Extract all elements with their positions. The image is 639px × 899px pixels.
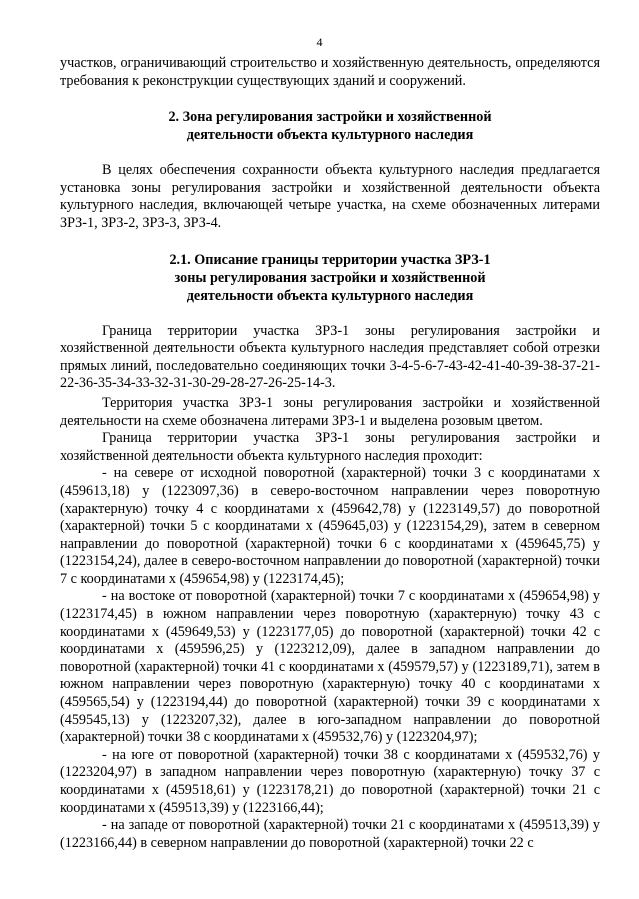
section-2-1-title <box>60 251 600 305</box>
section-2-paragraph: В целях обеспечения сохранности объекта культурного наследия предлагается установка зоны регулирования застройки и хозяйственной деятельности объекта культурного наследия, включающей четыре участка, на схеме обозначенных литерами ЗРЗ-1, ЗРЗ-2, ЗРЗ-3, ЗРЗ-4. <box>60 162 600 231</box>
east-boundary-paragraph: - на востоке от поворотной (характерной) точки 7 с координатами x (459654,98) y (1223174,45) в южном направлении через поворотную (характерную) точку 43 с координатами x (459649,53) y (1223177,05) до поворотной (характерной) точки 42 с координатами x (459596,25) y (1223212,09), далее в западном направлении до поворотной (характерной) точки 41 с координатами x (459579,57) y (1223189,71), затем в южном направлении через поворотную (характерную) точку 40 с координатами x (459565,54) y (1223194,44) до поворотной (характерной) точки 39 с координатами x (459545,13) y (1223207,32), далее в юго-западном направлении до поворотной (характерной) точки 38 с координатами x (459532,76) y (1223204,97); <box>60 588 600 746</box>
section-2-1-title-line-1: 2.1. Описание границы территории участка ЗРЗ-1 <box>169 251 491 268</box>
west-boundary-paragraph: - на западе от поворотной (характерной) точки 21 с координатами x (459513,39) y (1223166,44) в северном направлении до поворотной (характерной) точки 22 с <box>60 817 600 851</box>
section-2-1-title-line-2: зоны регулирования застройки и хозяйственной <box>174 269 486 286</box>
intro-paragraph: участков, ограничивающий строительство и хозяйственную деятельность, определяются требования к реконструкции существующих зданий и сооружений. <box>60 55 600 89</box>
boundary-route-intro: Граница территории участка ЗРЗ-1 зоны регулирования застройки и хозяйственной деятельности объекта культурного наследия проходит: <box>60 430 600 464</box>
boundary-description-paragraph: Граница территории участка ЗРЗ-1 зоны регулирования застройки и хозяйственной деятельности объекта культурного наследия представляет собой отрезки прямых линий, последовательно соединяющих точки 3-4-5-6-7-43-42-41-40-39-38-37-21-22-36-35-34-33-32-31-30-29-28-27-26-25-14-3. <box>60 322 600 392</box>
north-boundary-paragraph: - на севере от исходной поворотной (характерной) точки 3 с координатами x (459613,18) y (1223097,36) в северо-восточном направлении через поворотную (характерную) точку 4 с координатами x (459642,78) y (1223149,57) до поворотной (характерной) точки 5 с координатами x (459645,03) y (1223154,29), затем в северном направлении до поворотной (характерной) точки 6 с координатами x (459645,75) y (1223154,24), далее в северо-восточном направлении до поворотной (характерной) точки 7 с координатами x (459654,98) y (1223174,45); <box>60 465 600 587</box>
south-boundary-paragraph: - на юге от поворотной (характерной) точки 38 с координатами x (459532,76) y (1223204,97) в западном направлении через поворотную (характерную) точку 37 с координатами x (459518,61) y (1223178,21) до поворотной (характерной) точки 21 с координатами x (459513,39) y (1223166,44); <box>60 746 600 816</box>
document-body <box>60 55 600 852</box>
section-2-title <box>60 108 600 144</box>
section-2-title-line-1: 2. Зона регулирования застройки и хозяйственной <box>168 109 492 126</box>
section-2-1-title-line-3: деятельности объекта культурного наследия <box>186 287 474 304</box>
territory-marking-paragraph: Территория участка ЗРЗ-1 зоны регулирования застройки и хозяйственной деятельности на схеме обозначена литерами ЗРЗ-1 и выделена розовым цветом. <box>60 394 600 429</box>
page-number: 4 <box>316 35 323 49</box>
section-2-title-line-2: деятельности объекта культурного наследия <box>186 127 474 144</box>
